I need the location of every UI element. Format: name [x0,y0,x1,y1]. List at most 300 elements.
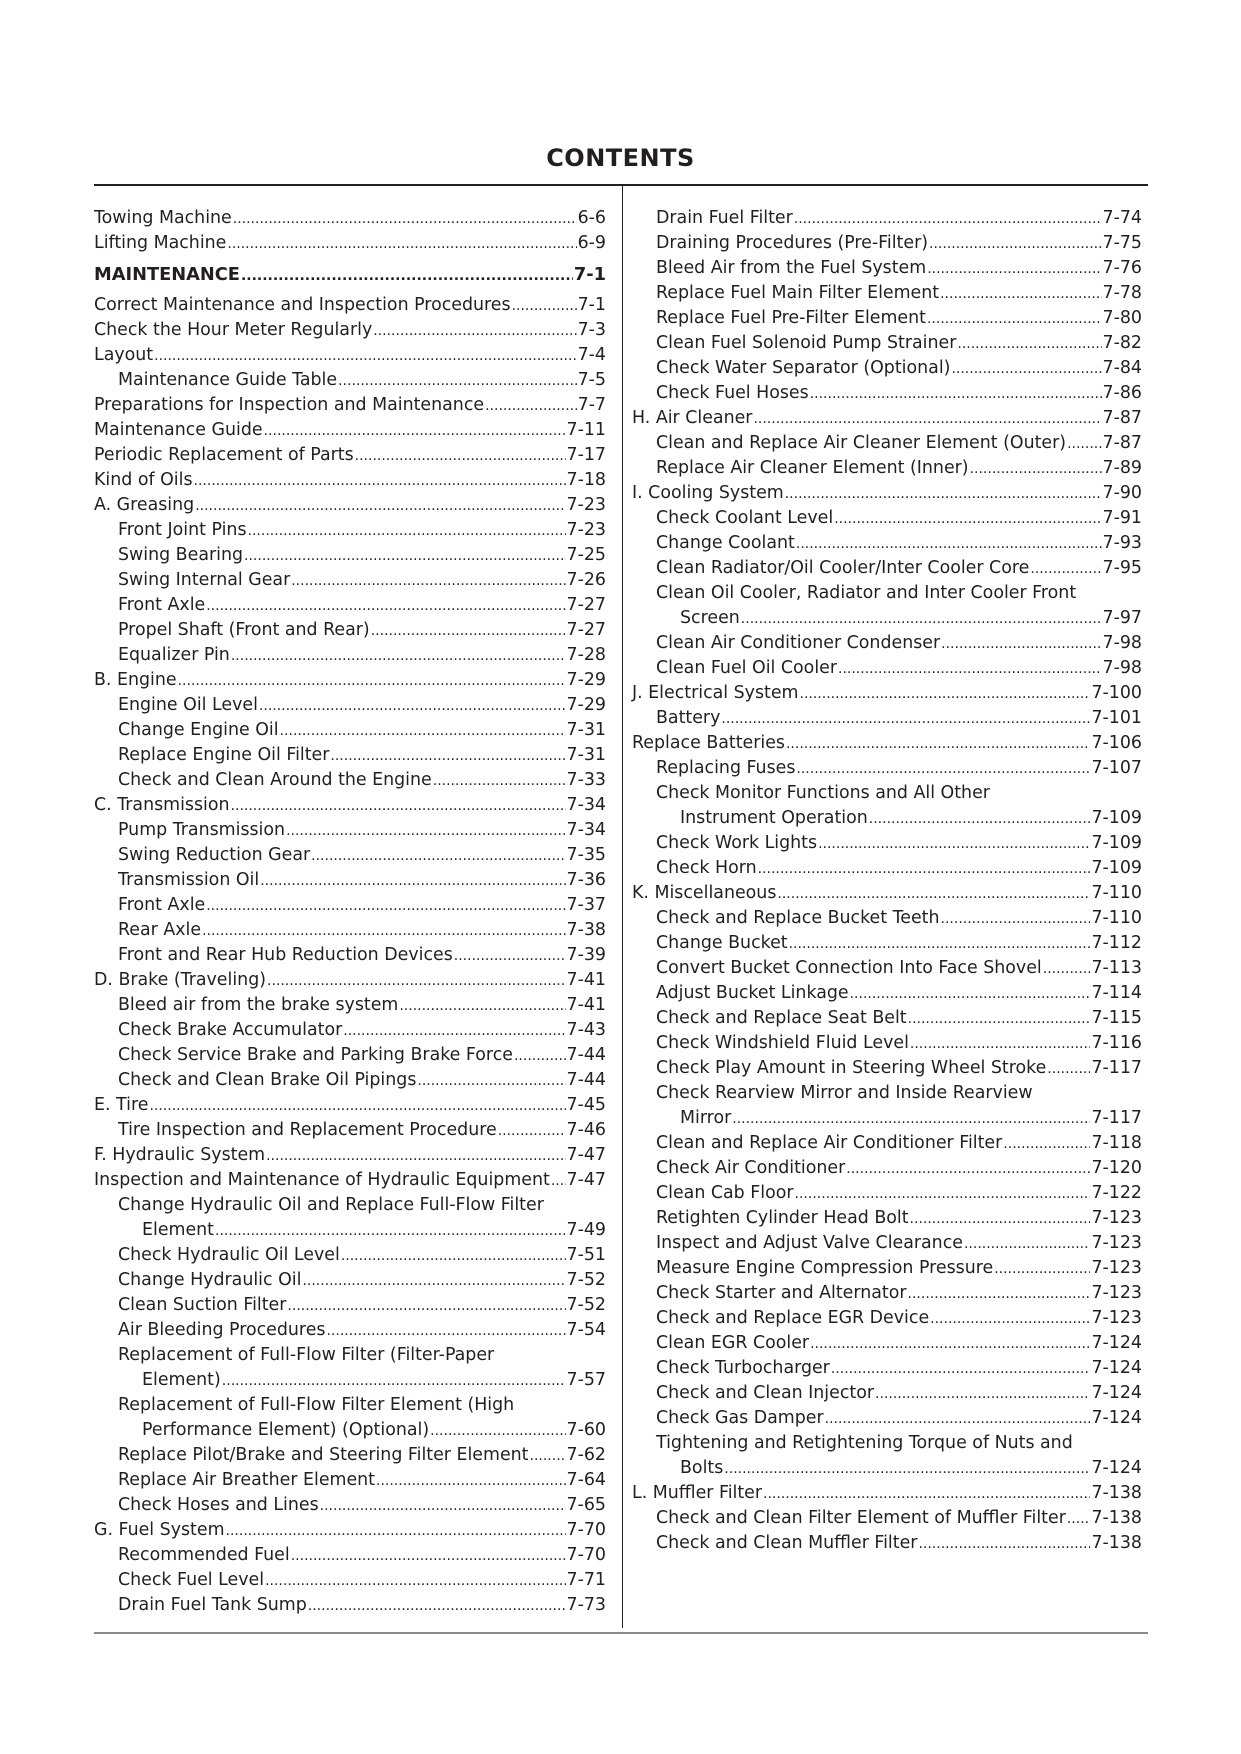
toc-page-number: 7-114 [1091,983,1142,1003]
dot-leader [231,644,566,669]
toc-entry [632,1381,1142,1406]
dot-leader [929,232,1102,257]
toc-entry-label: Bleed Air from the Fuel System [656,258,927,278]
toc-entry-label: Clean Air Conditioner Condenser [656,633,941,653]
toc-entry [94,368,606,393]
dot-leader [485,394,577,419]
toc-entry-label: F. Hydraulic System [94,1145,266,1165]
toc-entry-label: Maintenance Guide [94,420,263,440]
toc-entry-label: Check Hoses and Lines [118,1495,319,1515]
dot-leader [226,1519,566,1544]
dot-leader [264,419,566,444]
dot-leader [831,1357,1091,1382]
toc-page-number: 7-110 [1091,883,1142,903]
toc-page-number: 7-89 [1102,458,1142,478]
toc-entry-label: Check Fuel Level [118,1570,265,1590]
toc-page-number: 7-118 [1091,1133,1142,1153]
dot-leader [846,1157,1090,1182]
toc-entry [94,843,606,868]
toc-entry [632,1531,1142,1556]
toc-entry [632,1131,1142,1156]
toc-entry-label: Clean Oil Cooler, Radiator and Inter Cooler Front [656,583,1077,603]
toc-entry-label: G. Fuel System [94,1520,225,1540]
toc-entry [94,618,606,643]
toc-entry-label: Replace Fuel Main Filter Element [656,283,940,303]
toc-entry [632,1281,1142,1306]
toc-page-number: 7-138 [1091,1508,1142,1528]
dot-leader [291,1544,566,1569]
dot-leader [241,264,573,289]
dot-leader [291,569,565,594]
dot-leader [154,344,576,369]
toc-entry [94,568,606,593]
toc-entry-label: Rear Axle [118,920,202,940]
toc-entry [632,381,1142,406]
toc-page-number: 6-6 [577,208,606,228]
toc-entry [94,943,606,968]
toc-entry-label: Replace Batteries [632,733,785,753]
dot-leader [308,1594,566,1619]
toc-page-number: 7-123 [1091,1308,1142,1328]
dot-leader [338,369,577,394]
toc-entry [94,868,606,893]
dot-leader [796,532,1102,557]
dot-leader [721,707,1090,732]
toc-page-number: 7-11 [566,420,606,440]
toc-page-number: 7-31 [566,720,606,740]
page-title: CONTENTS [546,144,695,172]
toc-entry [632,981,1142,1006]
toc-page-number: 7-86 [1102,383,1142,403]
dot-leader [875,1382,1090,1407]
toc-entry-label: Check the Hour Meter Regularly [94,320,373,340]
dot-leader [454,944,566,969]
toc-entry [94,1568,606,1593]
toc-entry-label: Clean Fuel Solenoid Pump Strainer [656,333,957,353]
toc-entry-label: Propel Shaft (Front and Rear) [118,620,370,640]
toc-page-number: 7-33 [566,770,606,790]
toc-entry-label: Check Starter and Alternator [656,1283,907,1303]
dot-leader [149,1094,565,1119]
toc-page-number: 7-27 [566,620,606,640]
toc-entry [94,293,606,318]
bottom-rule [94,1632,1148,1634]
toc-entry-label: MAINTENANCE [94,264,240,285]
toc-entry-label: Check and Clean Muffler Filter [656,1533,918,1553]
dot-leader [1003,1132,1090,1157]
dot-leader [231,794,566,819]
toc-page-number: 7-75 [1102,233,1142,253]
toc-entry [632,531,1142,556]
toc-page-number: 7-52 [566,1270,606,1290]
toc-entry [632,1481,1142,1506]
toc-page-number: 7-44 [566,1070,606,1090]
dot-leader [417,1069,565,1094]
toc-page-number: 7-120 [1091,1158,1142,1178]
toc-page-number: 7-27 [566,595,606,615]
dot-leader [1030,557,1101,582]
dot-leader [195,494,565,519]
dot-leader [941,632,1101,657]
toc-entry [94,968,606,993]
dot-leader [376,1469,566,1494]
toc-entry [94,1543,606,1568]
dot-leader [259,694,566,719]
toc-page-number: 7-124 [1091,1458,1142,1478]
toc-page-number: 7-3 [577,320,606,340]
dot-leader [724,1457,1090,1482]
dot-leader [341,1244,566,1269]
toc-page-number: 7-112 [1091,933,1142,953]
toc-page-number: 6-9 [577,233,606,253]
toc-page-number: 7-138 [1091,1533,1142,1553]
toc-entry [94,918,606,943]
dot-leader [795,1182,1091,1207]
toc-entry-label: Clean Radiator/Oil Cooler/Inter Cooler Core [656,558,1030,578]
toc-entry [632,931,1142,956]
toc-entry-label: C. Transmission [94,795,230,815]
toc-page-number: 7-107 [1091,758,1142,778]
toc-page-number: 7-74 [1102,208,1142,228]
toc-page-number: 7-23 [566,520,606,540]
toc-entry [94,1018,606,1043]
toc-entry [94,543,606,568]
toc-entry-label: Convert Bucket Connection Into Face Shovel [656,958,1042,978]
dot-leader [265,1569,565,1594]
toc-page-number: 7-51 [566,1245,606,1265]
toc-page-number: 7-71 [566,1570,606,1590]
dot-leader [834,507,1101,532]
toc-entry-label: Check Fuel Hoses [656,383,809,403]
toc-entry [632,856,1142,881]
toc-page-number: 7-101 [1091,708,1142,728]
toc-entry-label: Check Air Conditioner [656,1158,846,1178]
toc-entry [94,1493,606,1518]
toc-entry [94,893,606,918]
toc-page-number: 7-109 [1091,858,1142,878]
toc-entry-label: Check Monitor Functions and All Other [656,783,990,803]
toc-entry-label: Equalizer Pin [118,645,230,665]
toc-entry [94,1068,606,1093]
toc-entry-label: Check and Clean Injector [656,1383,875,1403]
toc-entry-label: Check Windshield Fluid Level [656,1033,909,1053]
toc-entry-label: B. Engine [94,670,177,690]
dot-leader [908,1007,1091,1032]
toc-page-number: 7-80 [1102,308,1142,328]
toc-page-number: 7-87 [1102,433,1142,453]
dot-leader [777,882,1090,907]
dot-leader [373,319,576,344]
toc-entry [632,731,1142,756]
toc-page-number: 7-4 [577,345,606,365]
toc-entry [632,1306,1142,1331]
toc-page-number: 7-39 [566,945,606,965]
dot-leader [194,469,566,494]
dot-leader [355,444,566,469]
toc-entry [632,331,1142,356]
toc-page-number: 7-45 [566,1095,606,1115]
toc-entry-label: Replace Pilot/Brake and Steering Filter Element [118,1445,529,1465]
toc-page-number: 7-90 [1102,483,1142,503]
toc-page-number: 7-82 [1102,333,1142,353]
dot-leader [732,1107,1090,1132]
toc-page-number: 7-70 [566,1520,606,1540]
dot-leader [248,519,566,544]
toc-entry-label: Replacement of Full-Flow Filter Element (High [118,1395,515,1415]
toc-entry [94,1318,606,1343]
toc-entry-label: Tightening and Retightening Torque of Nuts and [656,1433,1073,1453]
toc-page-number: 7-76 [1102,258,1142,278]
toc-page-number: 7-115 [1091,1008,1142,1028]
toc-page-number: 7-93 [1102,533,1142,553]
toc-page-number: 7-7 [577,395,606,415]
dot-leader [794,207,1102,232]
toc-entry [94,768,606,793]
toc-entry-label: A. Greasing [94,495,195,515]
toc-page-number: 7-123 [1091,1258,1142,1278]
toc-entry-label: Layout [94,345,154,365]
toc-page-number: 7-36 [566,870,606,890]
dot-leader [430,1419,565,1444]
toc-entry-label: Check Brake Accumulator [118,1020,343,1040]
dot-leader [786,732,1090,757]
toc-entry [632,1081,1142,1131]
toc-entry [94,518,606,543]
toc-entry [94,993,606,1018]
toc-entry [94,1393,606,1443]
toc-entry [632,781,1142,831]
toc-entry-label: Inspection and Maintenance of Hydraulic Equipment [94,1170,550,1190]
dot-leader [941,907,1091,932]
dot-leader [512,294,577,319]
toc-entry [632,306,1142,331]
toc-entry [94,1518,606,1543]
toc-entry-label: Check Work Lights [656,833,818,853]
toc-entry-label: K. Miscellaneous [632,883,777,903]
toc-entry-label: Change Engine Oil [118,720,279,740]
dot-leader [785,482,1102,507]
toc-page-number: 7-98 [1102,658,1142,678]
toc-entry [632,1006,1142,1031]
toc-entry [94,1468,606,1493]
toc-entry [94,262,606,287]
dot-leader [964,1232,1090,1257]
toc-page-number: 7-37 [566,895,606,915]
toc-page-number: 7-5 [577,370,606,390]
dot-leader [1067,432,1101,457]
toc-page-number: 7-124 [1091,1333,1142,1353]
toc-left-column [94,206,606,1618]
dot-leader [951,357,1101,382]
toc-entry-label: Swing Reduction Gear [118,845,311,865]
column-divider [622,185,623,1628]
toc-entry [632,431,1142,456]
toc-entry-label: Change Hydraulic Oil [118,1270,302,1290]
dot-leader [1043,957,1091,982]
toc-entry-label: Front Axle [118,595,206,615]
toc-entry [632,281,1142,306]
toc-entry [632,681,1142,706]
toc-entry-label: Clean Fuel Oil Cooler [656,658,837,678]
toc-entry [94,493,606,518]
toc-entry [632,406,1142,431]
toc-entry-label: Measure Engine Compression Pressure [656,1258,994,1278]
toc-entry-label-continued: Screen [680,608,740,628]
toc-entry-label-continued: Element [142,1220,214,1240]
toc-page-number: 7-117 [1091,1108,1142,1128]
toc-entry [94,1043,606,1068]
dot-leader [343,1019,565,1044]
dot-leader [927,307,1102,332]
dot-leader [311,844,565,869]
toc-entry-label: I. Cooling System [632,483,784,503]
toc-page-number: 7-52 [566,1295,606,1315]
toc-page-number: 7-84 [1102,358,1142,378]
toc-entry-label: Check Water Separator (Optional) [656,358,951,378]
dot-leader [930,1307,1090,1332]
toc-page-number: 7-28 [566,645,606,665]
toc-entry [94,1093,606,1118]
dot-leader [330,744,565,769]
toc-entry [94,1268,606,1293]
toc-entry-label-continued: Element) [142,1370,221,1390]
toc-entry [94,718,606,743]
toc-entry [632,1031,1142,1056]
toc-page-number: 7-70 [566,1545,606,1565]
dot-leader [206,894,565,919]
toc-entry-label-continued: Performance Element) (Optional) [142,1420,430,1440]
toc-entry [94,668,606,693]
dot-leader [206,594,565,619]
toc-entry-label: H. Air Cleaner [632,408,753,428]
toc-entry-label: Kind of Oils [94,470,193,490]
toc-page-number: 7-78 [1102,283,1142,303]
toc-entry-label: Tire Inspection and Replacement Procedure [118,1120,497,1140]
dot-leader [287,1294,565,1319]
toc-entry-label-continued: Mirror [680,1108,732,1128]
toc-entry-label: Lifting Machine [94,233,227,253]
toc-entry-label: Check Play Amount in Steering Wheel Stroke [656,1058,1047,1078]
toc-page-number: 7-109 [1091,833,1142,853]
toc-page-number: 7-34 [566,795,606,815]
toc-page-number: 7-47 [566,1170,606,1190]
toc-page-number: 7-23 [566,495,606,515]
dot-leader [371,619,566,644]
toc-page-number: 7-1 [573,264,606,285]
dot-leader [266,1144,565,1169]
toc-entry-label: Maintenance Guide Table [118,370,338,390]
toc-entry [94,1193,606,1243]
toc-entry-label: Battery [656,708,721,728]
dot-leader [280,719,566,744]
toc-page-number: 7-109 [1091,808,1142,828]
toc-page-number: 7-110 [1091,908,1142,928]
dot-leader [498,1119,566,1144]
toc-entry [632,1156,1142,1181]
toc-entry [632,656,1142,681]
dot-leader [227,232,576,257]
dot-leader [957,332,1101,357]
toc-page-number: 7-117 [1091,1058,1142,1078]
toc-page-number: 7-122 [1091,1183,1142,1203]
toc-entry [94,1443,606,1468]
toc-page-number: 7-57 [566,1370,606,1390]
toc-entry-label: L. Muffler Filter [632,1483,763,1503]
dot-leader [810,1332,1090,1357]
toc-entry-label: Check and Clean Around the Engine [118,770,432,790]
toc-entry-label: Check Rearview Mirror and Inside Rearview [656,1083,1033,1103]
toc-entry-label: Check Coolant Level [656,508,834,528]
toc-page-number: 7-113 [1091,958,1142,978]
toc-entry [94,318,606,343]
toc-entry [94,1243,606,1268]
dot-leader [763,1482,1090,1507]
toc-entry-label: Replace Air Breather Element [118,1470,375,1490]
dot-leader [910,1207,1091,1232]
toc-page-number: 7-97 [1102,608,1142,628]
toc-entry [632,231,1142,256]
dot-leader [910,1032,1091,1057]
dot-leader [551,1169,566,1194]
toc-entry-label-continued: Bolts [680,1458,724,1478]
dot-leader [908,1282,1091,1307]
toc-entry [632,1331,1142,1356]
dot-leader [320,1494,566,1519]
toc-entry [94,1593,606,1618]
toc-entry [632,706,1142,731]
toc-page-number: 7-91 [1102,508,1142,528]
toc-entry-label: Check and Clean Brake Oil Pipings [118,1070,417,1090]
toc-page-number: 7-116 [1091,1033,1142,1053]
toc-page-number: 7-87 [1102,408,1142,428]
toc-page-number: 7-124 [1091,1358,1142,1378]
toc-entry-label: Engine Oil Level [118,695,258,715]
toc-entry-label: Front Joint Pins [118,520,247,540]
toc-page-number: 7-124 [1091,1383,1142,1403]
toc-entry [632,631,1142,656]
toc-entry-label: Bleed air from the brake system [118,995,399,1015]
dot-leader [970,457,1102,482]
toc-page-number: 7-47 [566,1145,606,1165]
toc-entry-label: Check Turbocharger [656,1358,830,1378]
dot-leader [810,382,1102,407]
toc-entry-label: Check and Replace Bucket Teeth [656,908,940,928]
toc-entry-label: Recommended Fuel [118,1545,290,1565]
toc-page-number: 7-43 [566,1020,606,1040]
toc-entry-label: Clean EGR Cooler [656,1333,810,1353]
toc-entry-label: Clean Cab Floor [656,1183,794,1203]
toc-entry [632,1181,1142,1206]
toc-entry [632,906,1142,931]
toc-entry [632,881,1142,906]
toc-entry-label-continued: Instrument Operation [680,808,868,828]
dot-leader [800,682,1091,707]
dot-leader [399,994,565,1019]
toc-page-number: 7-18 [566,470,606,490]
toc-entry-label: Transmission Oil [118,870,260,890]
toc-entry [632,1256,1142,1281]
toc-entry-label: Change Hydraulic Oil and Replace Full-Flow Filter [118,1195,544,1215]
toc-entry [632,481,1142,506]
dot-leader [918,1532,1090,1557]
toc-entry [632,1056,1142,1081]
toc-entry [94,443,606,468]
toc-entry [94,206,606,231]
toc-page-number: 7-44 [566,1045,606,1065]
dot-leader [286,819,565,844]
toc-entry-label: Swing Bearing [118,545,244,565]
toc-entry [94,418,606,443]
